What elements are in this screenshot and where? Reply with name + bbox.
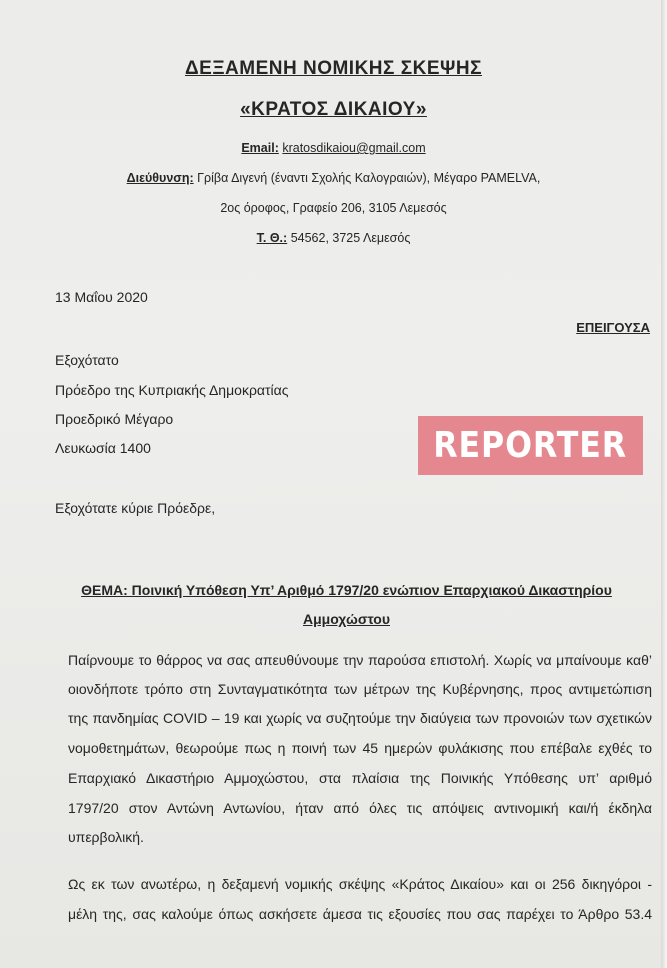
watermark-text: REPORTER <box>433 425 628 466</box>
po-box-line <box>0 231 667 245</box>
recipient-line-1: Εξοχότατο <box>55 352 119 368</box>
recipient-line-4: Λευκωσία 1400 <box>55 440 151 456</box>
po-box-label: Τ. Θ.: <box>256 231 288 245</box>
recipient-line-3: Προεδρικό Μέγαρο <box>55 411 174 427</box>
salutation: Εξοχότατε κύριε Πρόεδρε, <box>55 500 216 516</box>
paragraph-1-line: οιονδήποτε τρόπο στη Συνταγματικότητα των μέτρων της Κυβέρνησης, προς αντιμετώπιση <box>68 681 652 697</box>
subject-line-1: ΘΕΜΑ: Ποινική Υπόθεση Υπ’ Αριθμό 1797/20 ενώπιον Επαρχιακού Δικαστηρίου <box>81 582 612 598</box>
address-line-2: 2ος όροφος, Γραφείο 206, 3105 Λεμεσός <box>220 201 447 215</box>
org-name-title: ΔΕΞΑΜΕΝΗ ΝΟΜΙΚΗΣ ΣΚΕΨΗΣ <box>184 58 483 79</box>
address-value: Γρίβα Διγενή (έναντι Σχολής Καλογραιών), Μέγαρο PAMELVA, <box>197 171 541 185</box>
paragraph-1-line: Επαρχιακό Δικαστήριο Αμμοχώστου, στα πλαίσια της Ποινικής Υπόθεσης υπ’ αριθμό <box>68 770 652 786</box>
urgency-label: ΕΠΕΙΓΟΥΣΑ <box>576 320 650 335</box>
address-label: Διεύθυνση: <box>126 171 194 185</box>
page-edge-shadow <box>661 0 667 968</box>
paragraph-1-line: 1797/20 στον Αντώνη Αντωνίου, ήταν από όλες τις απόψεις αντινομική και/ή έκδηλα <box>68 800 652 816</box>
paragraph-1-line: νομοθετημάτων, θεωρούμε πως η ποινή των 45 ημερών φυλάκισης που επέβαλε εχθές το <box>68 740 652 756</box>
paragraph-2-line: Ως εκ των ανωτέρω, η δεξαμενή νομικής σκέψης «Κράτος Δικαίου» και οι 256 δικηγόροι - <box>68 876 652 892</box>
subject-line-2: Αμμοχώστου <box>302 611 390 627</box>
reporter-watermark <box>418 416 643 475</box>
paragraph-1-line: της πανδημίας COVID – 19 και χωρίς να συζητούμε την διαύγεια των προνοιών των σχετικών <box>68 710 652 726</box>
email-label: Email: <box>241 141 279 155</box>
paragraph-2-line: μέλη της, σας καλούμε όπως ασκήσετε άμεσα τις εξουσίες που σας παρέχει το Άρθρο 53.4 <box>68 906 652 922</box>
paragraph-1-line: υπερβολική. <box>68 829 144 845</box>
paragraph-1-line: Παίρνουμε το θάρρος να σας απευθύνουμε την παρούσα επιστολή. Χωρίς να μπαίνουμε καθ’ <box>68 652 652 668</box>
address-line <box>0 171 667 185</box>
recipient-line-2: Πρόεδρο της Κυπριακής Δημοκρατίας <box>55 382 289 398</box>
po-box-value: 54562, 3725 Λεμεσός <box>290 231 411 245</box>
email-value: kratosdikaiou@gmail.com <box>282 141 426 155</box>
email-line <box>0 141 667 155</box>
org-quoted-title: «ΚΡΑΤΟΣ ΔΙΚΑΙΟΥ» <box>240 99 427 120</box>
letter-date: 13 Μαΐου 2020 <box>55 289 148 305</box>
